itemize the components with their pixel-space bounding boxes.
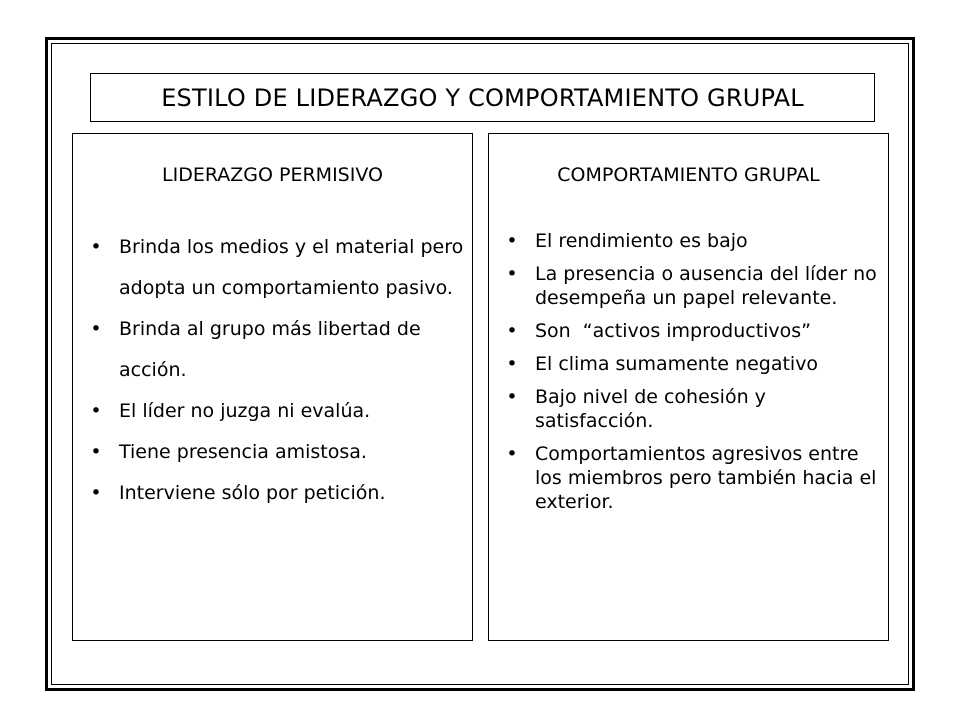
right-panel: [488, 133, 889, 641]
bullet-icon: •: [506, 263, 518, 285]
list-item: [503, 319, 880, 343]
bullet-icon: •: [90, 318, 102, 340]
left-panel-heading: LIDERAZGO PERMISIVO: [162, 164, 383, 186]
page-title: ESTILO DE LIDERAZGO Y COMPORTAMIENTO GRUPAL: [161, 83, 804, 112]
list-item: [87, 391, 466, 432]
title-box: [90, 73, 875, 122]
left-panel: [72, 133, 473, 641]
bullet-icon: •: [90, 236, 102, 258]
bullet-icon: •: [90, 400, 102, 422]
list-item: [87, 227, 466, 309]
list-item-text: Comportamientos agresivos entre los miembros pero también hacia el exterior.: [535, 443, 877, 513]
list-item: [87, 432, 466, 473]
list-item: [503, 352, 880, 376]
list-item-text: La presencia o ausencia del líder no desempeña un papel relevante.: [535, 263, 877, 309]
list-item-text: Bajo nivel de cohesión y satisfacción.: [535, 386, 766, 432]
list-item-text: Tiene presencia amistosa.: [119, 441, 367, 463]
list-item: [87, 473, 466, 514]
right-panel-heading: COMPORTAMIENTO GRUPAL: [557, 164, 820, 186]
bullet-icon: •: [506, 353, 518, 375]
bullet-icon: •: [506, 230, 518, 252]
list-item: [503, 442, 880, 514]
list-item-text: El clima sumamente negativo: [535, 353, 819, 375]
list-item-text: Brinda los medios y el material pero adopta un comportamiento pasivo.: [119, 236, 464, 299]
list-item: [503, 229, 880, 253]
right-bullet-list: [503, 229, 880, 523]
list-item: [503, 385, 880, 433]
bullet-icon: •: [90, 441, 102, 463]
list-item: [87, 309, 466, 391]
left-bullet-list: [87, 227, 466, 514]
list-item-text: El líder no juzga ni evalúa.: [119, 400, 371, 422]
list-item-text: Interviene sólo por petición.: [119, 482, 386, 504]
list-item-text: Brinda al grupo más libertad de acción.: [119, 318, 421, 381]
list-item-text: El rendimiento es bajo: [535, 230, 748, 252]
list-item: [503, 262, 880, 310]
bullet-icon: •: [506, 386, 518, 408]
bullet-icon: •: [90, 482, 102, 504]
bullet-icon: •: [506, 320, 518, 342]
bullet-icon: •: [506, 443, 518, 465]
list-item-text: Son “activos improductivos”: [535, 320, 812, 342]
